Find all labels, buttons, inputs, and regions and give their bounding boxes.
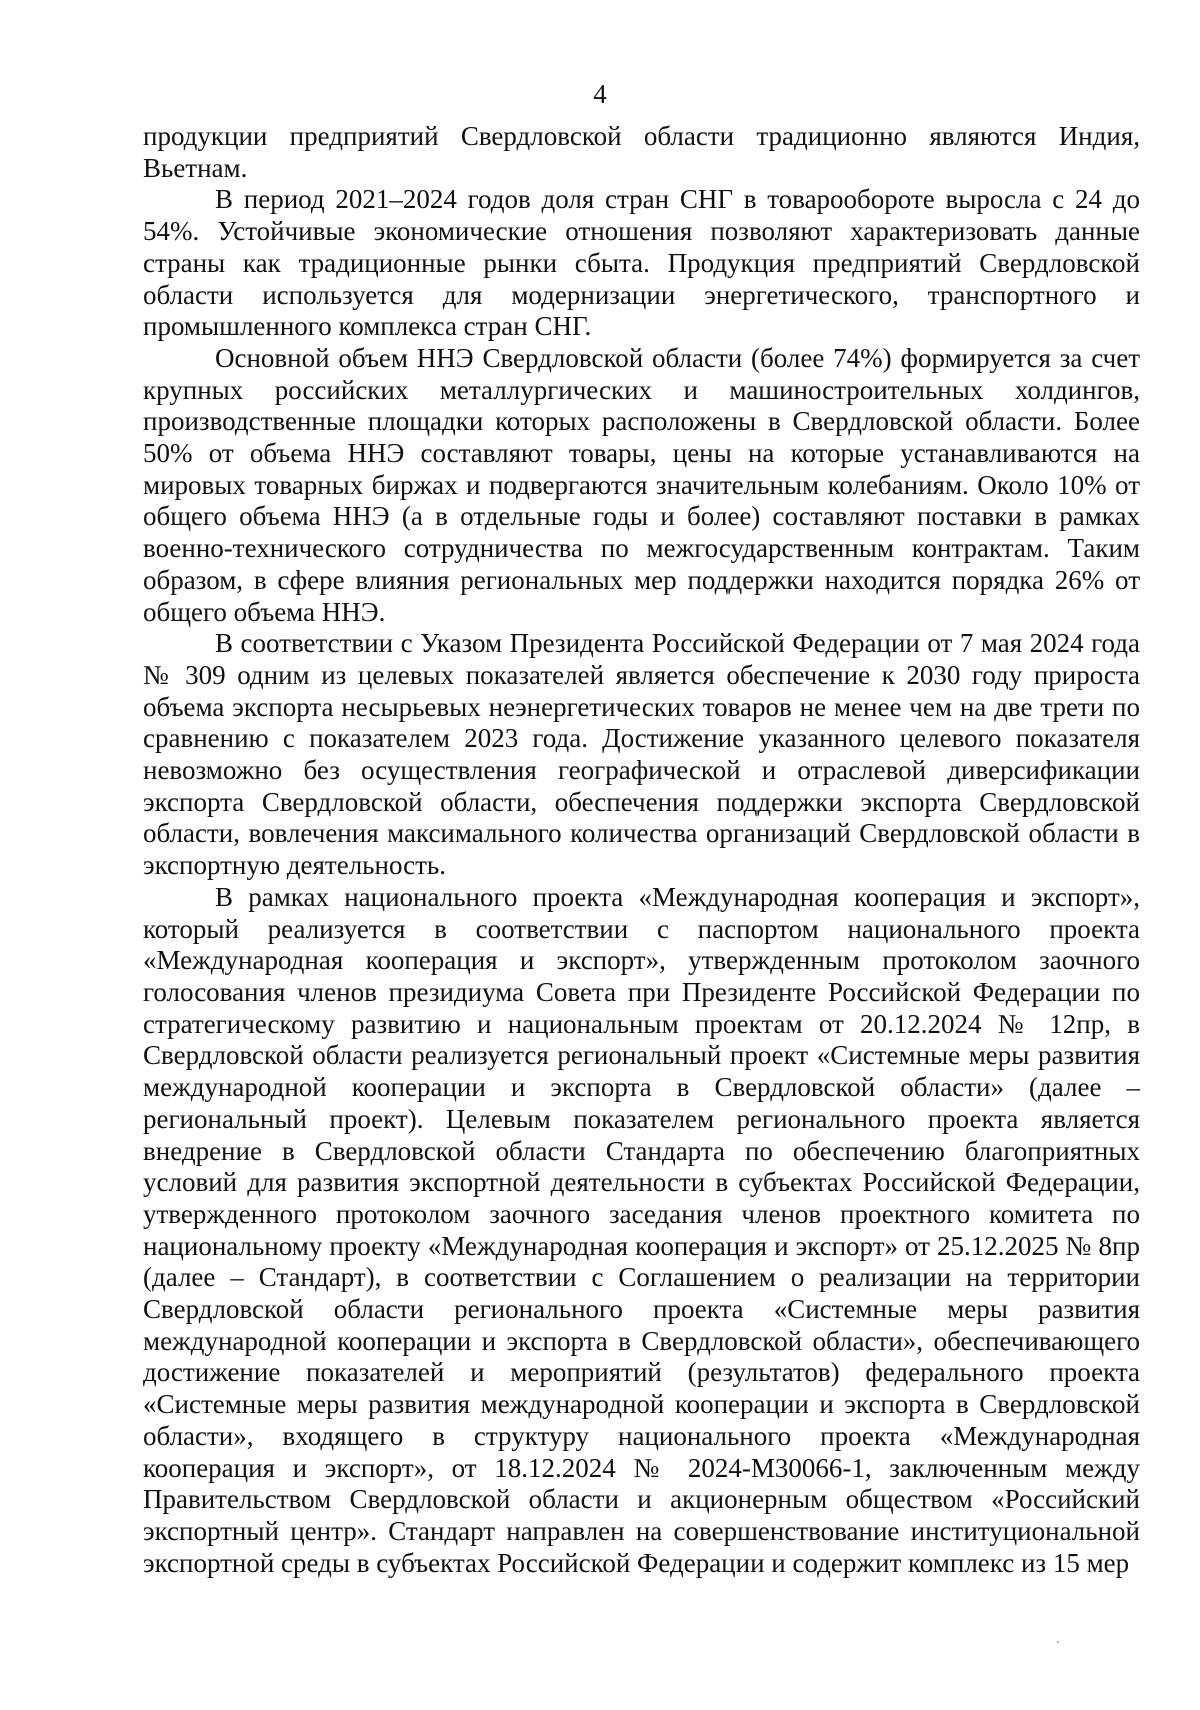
paragraph-nne-volume: Основной объем ННЭ Свердловской области (более 74%) формируется за счет крупных российских металлургических и машиностроительных холдингов, производственные площадки которых расположены в Свердловской области. Более 50% от объема ННЭ составляют товары, цены на которые устанавливаются на мировых товарных биржах и подвергаются значительным колебаниям. Около 10% от общего объема ННЭ (а в отдельные годы и более) составляют поставки в рамках военно-технического сотрудничества по межгосударственным контрактам. Таким образом, в сфере влияния региональных мер поддержки находится порядка 26% от общего объема ННЭ. — [143, 342, 1140, 627]
paragraph-national-project: В рамках национального проекта «Международная кооперация и экспорт», который реализуется в соответствии с паспортом национального проекта «Международная кооперация и экспорт», утвержденным протоколом заочного голосования членов президиума Совета при Президенте Российской Федерации по стратегическому развитию и национальным проектам от 20.12.2024 № 12пр, в Свердловской области реализуется региональный проект «Системные меры развития международной кооперации и экспорта в Свердловской области» (далее – региональный проект). Целевым показателем регионального проекта является внедрение в Свердловской области Стандарта по обеспечению благоприятных условий для развития экспортной деятельности в субъектах Российской Федерации, утвержденного протоколом заочного заседания членов проектного комитета по национальному проекту «Международная кооперация и экспорт» от 25.12.2025 № 8пр (далее – Стандарт), в соответствии с Соглашением о реализации на территории Свердловской области регионального проекта «Системные меры развития международной кооперации и экспорта в Свердловской области», обеспечивающего достижение показателей и мероприятий (результатов) федерального проекта «Системные меры развития международной кооперации и экспорта в Свердловской области», входящего в структуру национального проекта «Международная кооперация и экспорт», от 18.12.2024 № 2024-М30066-1, заключенным между Правительством Свердловской области и акционерным обществом «Российский экспортный центр». Стандарт направлен на совершенствование институциональной экспортной среды в субъектах Российской Федерации и содержит комплекс из 15 мер — [143, 881, 1140, 1578]
document-body — [143, 121, 1140, 1579]
paragraph-presidential-decree: В соответствии с Указом Президента Российской Федерации от 7 мая 2024 года № 309 одним из целевых показателей является обеспечение к 2030 году прироста объема экспорта несырьевых неэнергетических товаров не менее чем на две трети по сравнению с показателем 2023 года. Достижение указанного целевого показателя невозможно без осуществления географической и отраслевой диверсификации экспорта Свердловской области, обеспечения поддержки экспорта Свердловской области, вовлечения максимального количества организаций Свердловской области в экспортную деятельность. — [143, 628, 1140, 881]
paragraph-cis-trade: В период 2021–2024 годов доля стран СНГ в товарообороте выросла с 24 до 54%. Устойчивые экономические отношения позволяют характеризовать данные страны как традиционные рынки сбыта. Продукция предприятий Свердловской области используется для модернизации энергетического, транспортного и промышленного комплекса стран СНГ. — [143, 184, 1140, 342]
scan-artifact — [1057, 1641, 1059, 1643]
paragraph-continuation: продукции предприятий Свердловской области традиционно являются Индия, Вьетнам. — [143, 121, 1140, 183]
page-number: 4 — [593, 79, 607, 109]
